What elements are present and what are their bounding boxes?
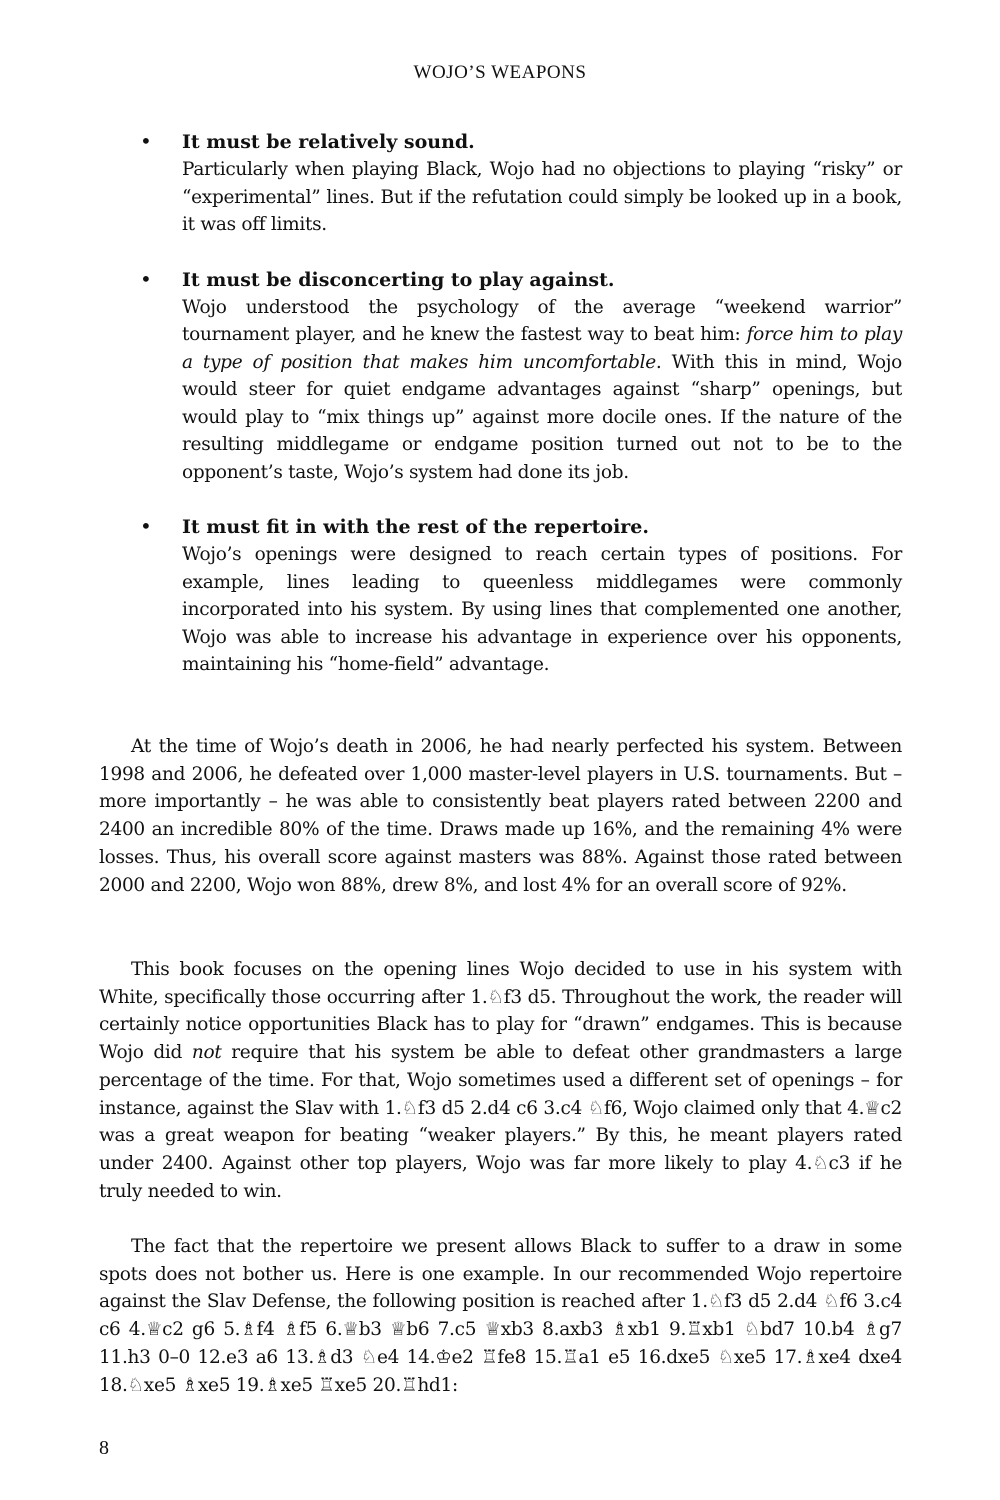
text-run: Wojo understood the psychology of the average “weekend warrior” tournament player, and he knew the fastest way to beat him:: [182, 296, 902, 345]
list-item-heading: It must be disconcerting to play against.: [182, 268, 615, 291]
body-paragraph: [99, 956, 902, 1205]
text-run: require that his system be able to defeat other grandmasters a large percentage of the time. For that, Wojo sometimes used a different set of openings – for instance, against the Slav with 1.♘f3 d5 2.d4 c6 3.c4 ♘f6, Wojo claimed only that 4.♕c2 was a great weapon for beating “weaker players.” By this, he meant players rated under 2400. Against other top players, Wojo was far more likely to play 4.♘c3 if he truly needed to win.: [99, 1042, 902, 1202]
running-head: WOJO’S WEAPONS: [413, 62, 587, 83]
list-item-heading: It must be relatively sound.: [182, 131, 475, 153]
criteria-list: [140, 128, 902, 706]
list-item: [140, 266, 902, 487]
list-item-heading: It must fit in with the rest of the repertoire.: [182, 516, 650, 538]
list-item-text: Wojo’s openings were designed to reach certain types of positions. For example, lines leading to queenless middlegames were commonly incorporated into his system. By using lines that complemented one another, Wojo was able to increase his advantage in experience over his opponents, maintaining his “home-field” advantage.: [182, 544, 902, 675]
italic-text: force him to play a type of position that makes him uncomfortable: [182, 324, 902, 373]
text-run: . With this in mind, Wojo would steer for quiet endgame advantages against “sharp” openings, but would play to “mix things up” against more docile ones. If the nature of the resulting middlegame or endgame position turned out not to be to the opponent’s taste, Wojo’s system had done its job.: [182, 351, 902, 483]
bullet-icon: •: [140, 266, 152, 291]
page-number: 8: [99, 1437, 109, 1459]
italic-text: not: [191, 1042, 222, 1064]
bullet-icon: •: [140, 514, 152, 538]
bullet-icon: •: [140, 129, 152, 153]
body-paragraph: The fact that the repertoire we present allows Black to suffer to a draw in some spots does not bother us. Here is one example. In our recommended Wojo repertoire against the Slav Defense, the following position is reached after 1.♘f3 d5 2.d4 ♘f6 3.c4 c6 4.♕c2 g6 5.♗f4 ♗f5 6.♕b3 ♕b6 7.c5 ♕xb3 8.axb3 ♗xb1 9.♖xb1 ♘bd7 10.b4 ♗g7 11.h3 0–0 12.e3 a6 13.♗d3 ♘e4 14.♔e2 ♖fe8 15.♖a1 e5 16.dxe5 ♘xe5 17.♗xe4 dxe4 18.♘xe5 ♗xe5 19.♗xe5 ♖xe5 20.♖hd1:: [99, 1236, 902, 1396]
list-item: [140, 128, 902, 239]
list-item-text: Particularly when playing Black, Wojo had no objections to playing “risky” or “experimental” lines. But if the refutation could simply be looked up in a book, it was off limits.: [182, 159, 902, 235]
list-item-text: [182, 294, 902, 487]
body-paragraph: At the time of Wojo’s death in 2006, he had nearly perfected his system. Between 1998 and 2006, he defeated over 1,000 master-level players in U.S. tournaments. But – more importantly – he was able to consistently beat players rated between 2200 and 2400 an incredible 80% of the time. Draws made up 16%, and the remaining 4% were losses. Thus, his overall score against masters was 88%. Against those rated between 2000 and 2200, Wojo won 88%, drew 8%, and lost 4% for an overall score of 92%.: [99, 736, 902, 896]
text-run: This book focuses on the opening lines Wojo decided to use in his system with White, specifically those occurring after 1.♘f3 d5. Throughout the work, the reader will certainly notice opportunities Black has to play for “drawn” endgames. This is because Wojo did: [99, 959, 902, 1064]
list-item: [140, 513, 902, 679]
